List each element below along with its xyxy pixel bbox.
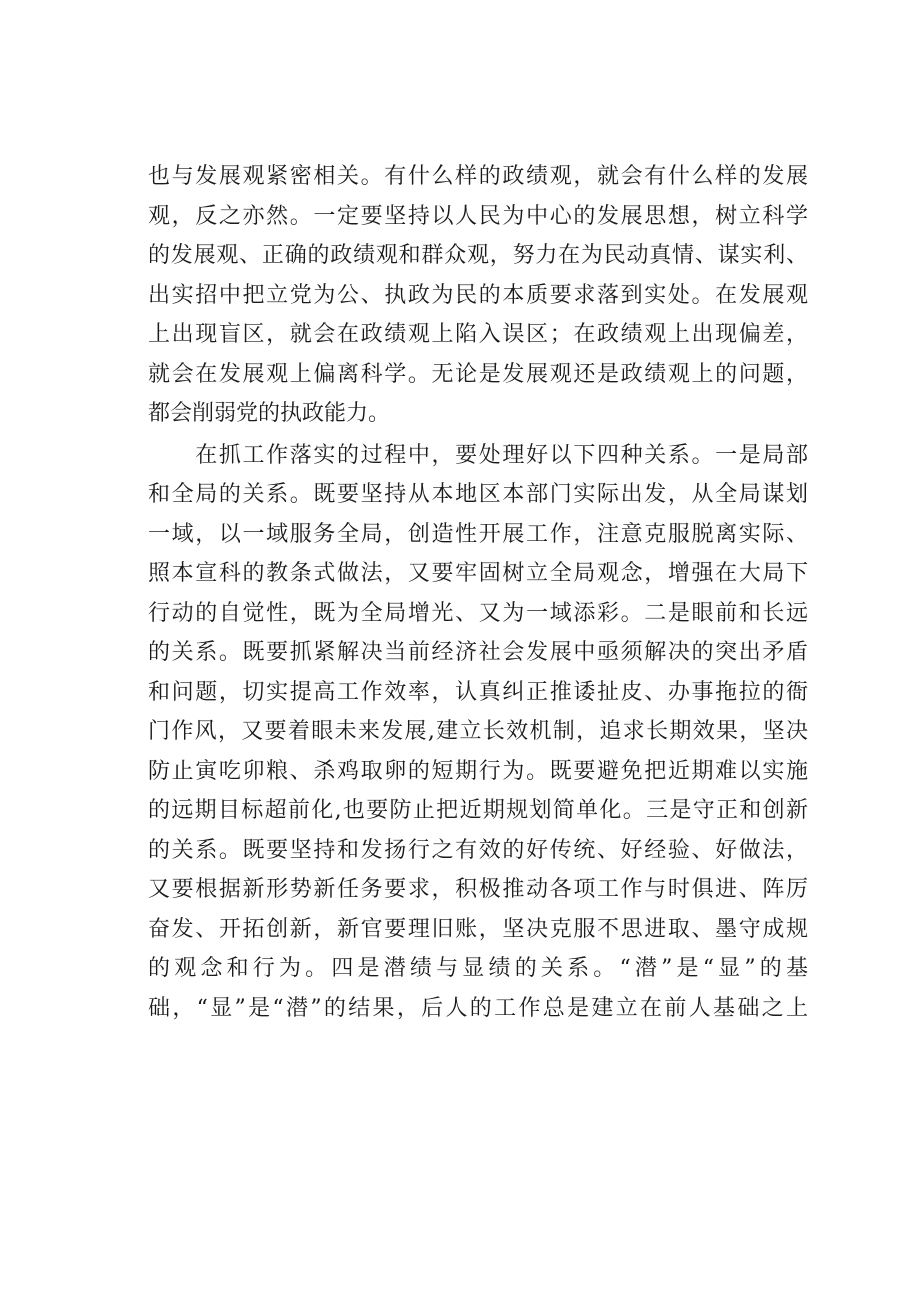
text-line: 防止寅吃卯粮、杀鸡取卵的短期行为。既要避免把近期难以实施 bbox=[148, 758, 808, 784]
text-line: 和全局的关系。既要坚持从本地区本部门实际出发，从全局谋划 bbox=[148, 482, 808, 507]
paragraph-1 bbox=[148, 157, 808, 434]
text-line: 和问题，切实提高工作效率，认真纠正推诿扯皮、办事拖拉的衙 bbox=[148, 679, 808, 705]
text-line: 的关系。既要抓紧解决当前经济社会发展中亟须解决的突出矛盾 bbox=[148, 640, 808, 665]
document-body bbox=[148, 157, 808, 1028]
text-line: 也与发展观紧密相关。有什么样的政绩观，就会有什么样的发展 bbox=[148, 164, 808, 189]
text-line: 的远期目标超前化,也要防止把近期规划简单化。三是守正和创新 bbox=[148, 798, 808, 823]
text-line: 行动的自觉性，既为全局增光、又为一域添彩。二是眼前和长远 bbox=[148, 600, 808, 626]
text-line: 在抓工作落实的过程中，要处理好以下四种关系。一是局部 bbox=[148, 442, 808, 468]
text-line: 一域，以一域服务全局，创造性开展工作，注意克服脱离实际、 bbox=[148, 521, 808, 547]
text-line: 出实招中把立党为公、执政为民的本质要求落到实处。在发展观 bbox=[148, 282, 808, 308]
text-line: 的观念和行为。四是潜绩与显绩的关系。“潜”是“显”的基 bbox=[148, 956, 808, 981]
text-line: 上出现盲区，就会在政绩观上陷入误区；在政绩观上出现偏差， bbox=[148, 322, 808, 347]
text-line: 奋发、开拓创新，新官要理旧账，坚决克服不思进取、墨守成规 bbox=[148, 916, 808, 942]
text-line: 门作风，又要着眼未来发展,建立长效机制，追求长期效果，坚决 bbox=[148, 719, 808, 744]
text-line: 都会削弱党的执政能力。 bbox=[148, 401, 391, 426]
text-line: 础，“显”是“潜”的结果，后人的工作总是建立在前人基础之上 bbox=[148, 995, 808, 1021]
text-line: 的发展观、正确的政绩观和群众观，努力在为民动真情、谋实利、 bbox=[148, 243, 808, 268]
text-line: 照本宣科的教条式做法，又要牢固树立全局观念，增强在大局下 bbox=[148, 561, 808, 586]
text-line: 就会在发展观上偏离科学。无论是发展观还是政绩观上的问题， bbox=[148, 361, 808, 387]
paragraph-2 bbox=[148, 436, 808, 1029]
text-line: 观，反之亦然。一定要坚持以人民为中心的发展思想，树立科学 bbox=[148, 203, 808, 229]
text-line: 的关系。既要坚持和发扬行之有效的好传统、好经验、好做法， bbox=[148, 837, 808, 863]
text-line: 又要根据新形势新任务要求，积极推动各项工作与时俱进、阵厉 bbox=[148, 877, 808, 902]
